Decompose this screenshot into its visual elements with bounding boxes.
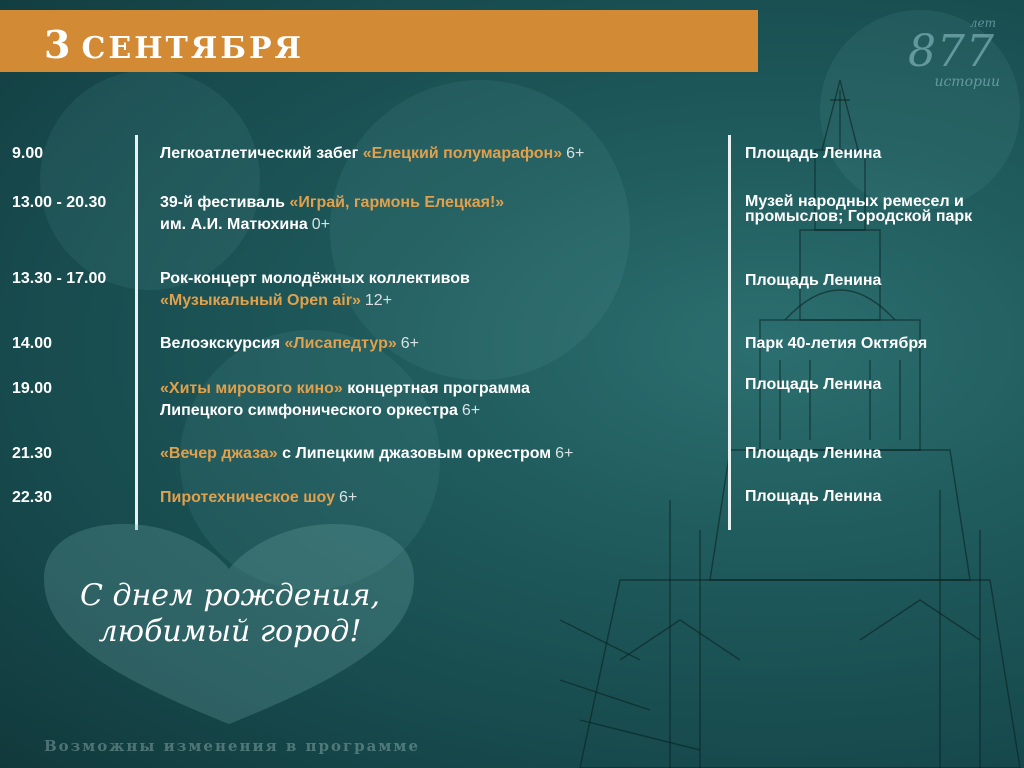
event-title-highlight: «Играй, гармонь Елецкая!» <box>289 194 505 211</box>
background-bokeh <box>40 70 260 290</box>
event-venue: Площадь Ленина <box>745 488 882 505</box>
event-text: 39-й фестиваль <box>160 194 290 211</box>
event-venue: Музей народных ремесел и промыслов; Городской парк <box>745 193 973 225</box>
event-description <box>160 143 720 165</box>
event-text: им. А.И. Матюхина <box>160 216 308 233</box>
event-venue: Площадь Ленина <box>745 376 882 393</box>
event-time: 19.00 <box>12 380 53 397</box>
event-description <box>160 333 720 355</box>
event-title-highlight: «Хиты мирового кино» <box>160 380 343 397</box>
event-venue-divider <box>728 135 731 530</box>
anniversary-top-label: лет <box>969 16 996 30</box>
event-text: с Липецким джазовым оркестром <box>277 445 552 462</box>
age-rating: 6+ <box>461 402 481 419</box>
event-title-highlight: «Лисапедтур» <box>284 335 397 352</box>
program-change-note: Возможны изменения в программе <box>44 737 420 755</box>
event-description <box>160 378 720 422</box>
age-rating: 6+ <box>555 445 574 462</box>
event-text: Легкоатлетический забег <box>160 145 363 162</box>
date-month: СЕНТЯБРЯ <box>81 31 304 66</box>
event-text: Рок-концерт молодёжных коллективов <box>160 270 470 287</box>
event-time: 13.00 - 20.30 <box>12 194 107 211</box>
age-rating: 12+ <box>364 292 392 309</box>
event-description <box>160 443 720 465</box>
event-time: 13.30 - 17.00 <box>12 270 107 287</box>
date-header-band <box>0 10 758 72</box>
age-rating: 6+ <box>400 335 419 352</box>
age-rating: 6+ <box>566 145 585 162</box>
time-event-divider <box>135 135 138 530</box>
event-venue: Парк 40-летия Октября <box>745 335 928 352</box>
age-rating: 6+ <box>339 489 358 506</box>
event-text: концертная программа <box>342 380 530 397</box>
birthday-greeting <box>60 578 400 650</box>
event-time: 21.30 <box>12 445 53 462</box>
event-time: 9.00 <box>12 145 44 162</box>
event-title-highlight: «Музыкальный Open air» <box>160 292 361 309</box>
event-title-highlight: «Елецкий полумарафон» <box>362 145 563 162</box>
event-venue: Площадь Ленина <box>745 145 882 162</box>
event-description <box>160 192 720 236</box>
event-title-highlight: «Вечер джаза» <box>160 445 278 462</box>
event-title-highlight: Пиротехническое шоу <box>160 489 335 506</box>
greeting-line-2: любимый город! <box>98 614 362 649</box>
greeting-line-1: С днем рождения, <box>79 578 381 613</box>
event-time: 22.30 <box>12 489 53 506</box>
event-venue: Площадь Ленина <box>745 445 882 462</box>
event-text: Липецкого симфонического оркестра <box>160 402 458 419</box>
event-time: 14.00 <box>12 335 53 352</box>
event-venue: Площадь Ленина <box>745 272 882 289</box>
age-rating: 0+ <box>311 216 331 233</box>
event-text: Велоэкскурсия <box>160 335 285 352</box>
event-description <box>160 268 720 312</box>
anniversary-bottom-label: истории <box>934 74 1000 90</box>
date-title <box>44 22 304 67</box>
date-day: 3 <box>44 22 72 67</box>
event-description <box>160 487 720 509</box>
anniversary-number: 877 <box>908 26 995 77</box>
anniversary-logo <box>900 16 1010 92</box>
